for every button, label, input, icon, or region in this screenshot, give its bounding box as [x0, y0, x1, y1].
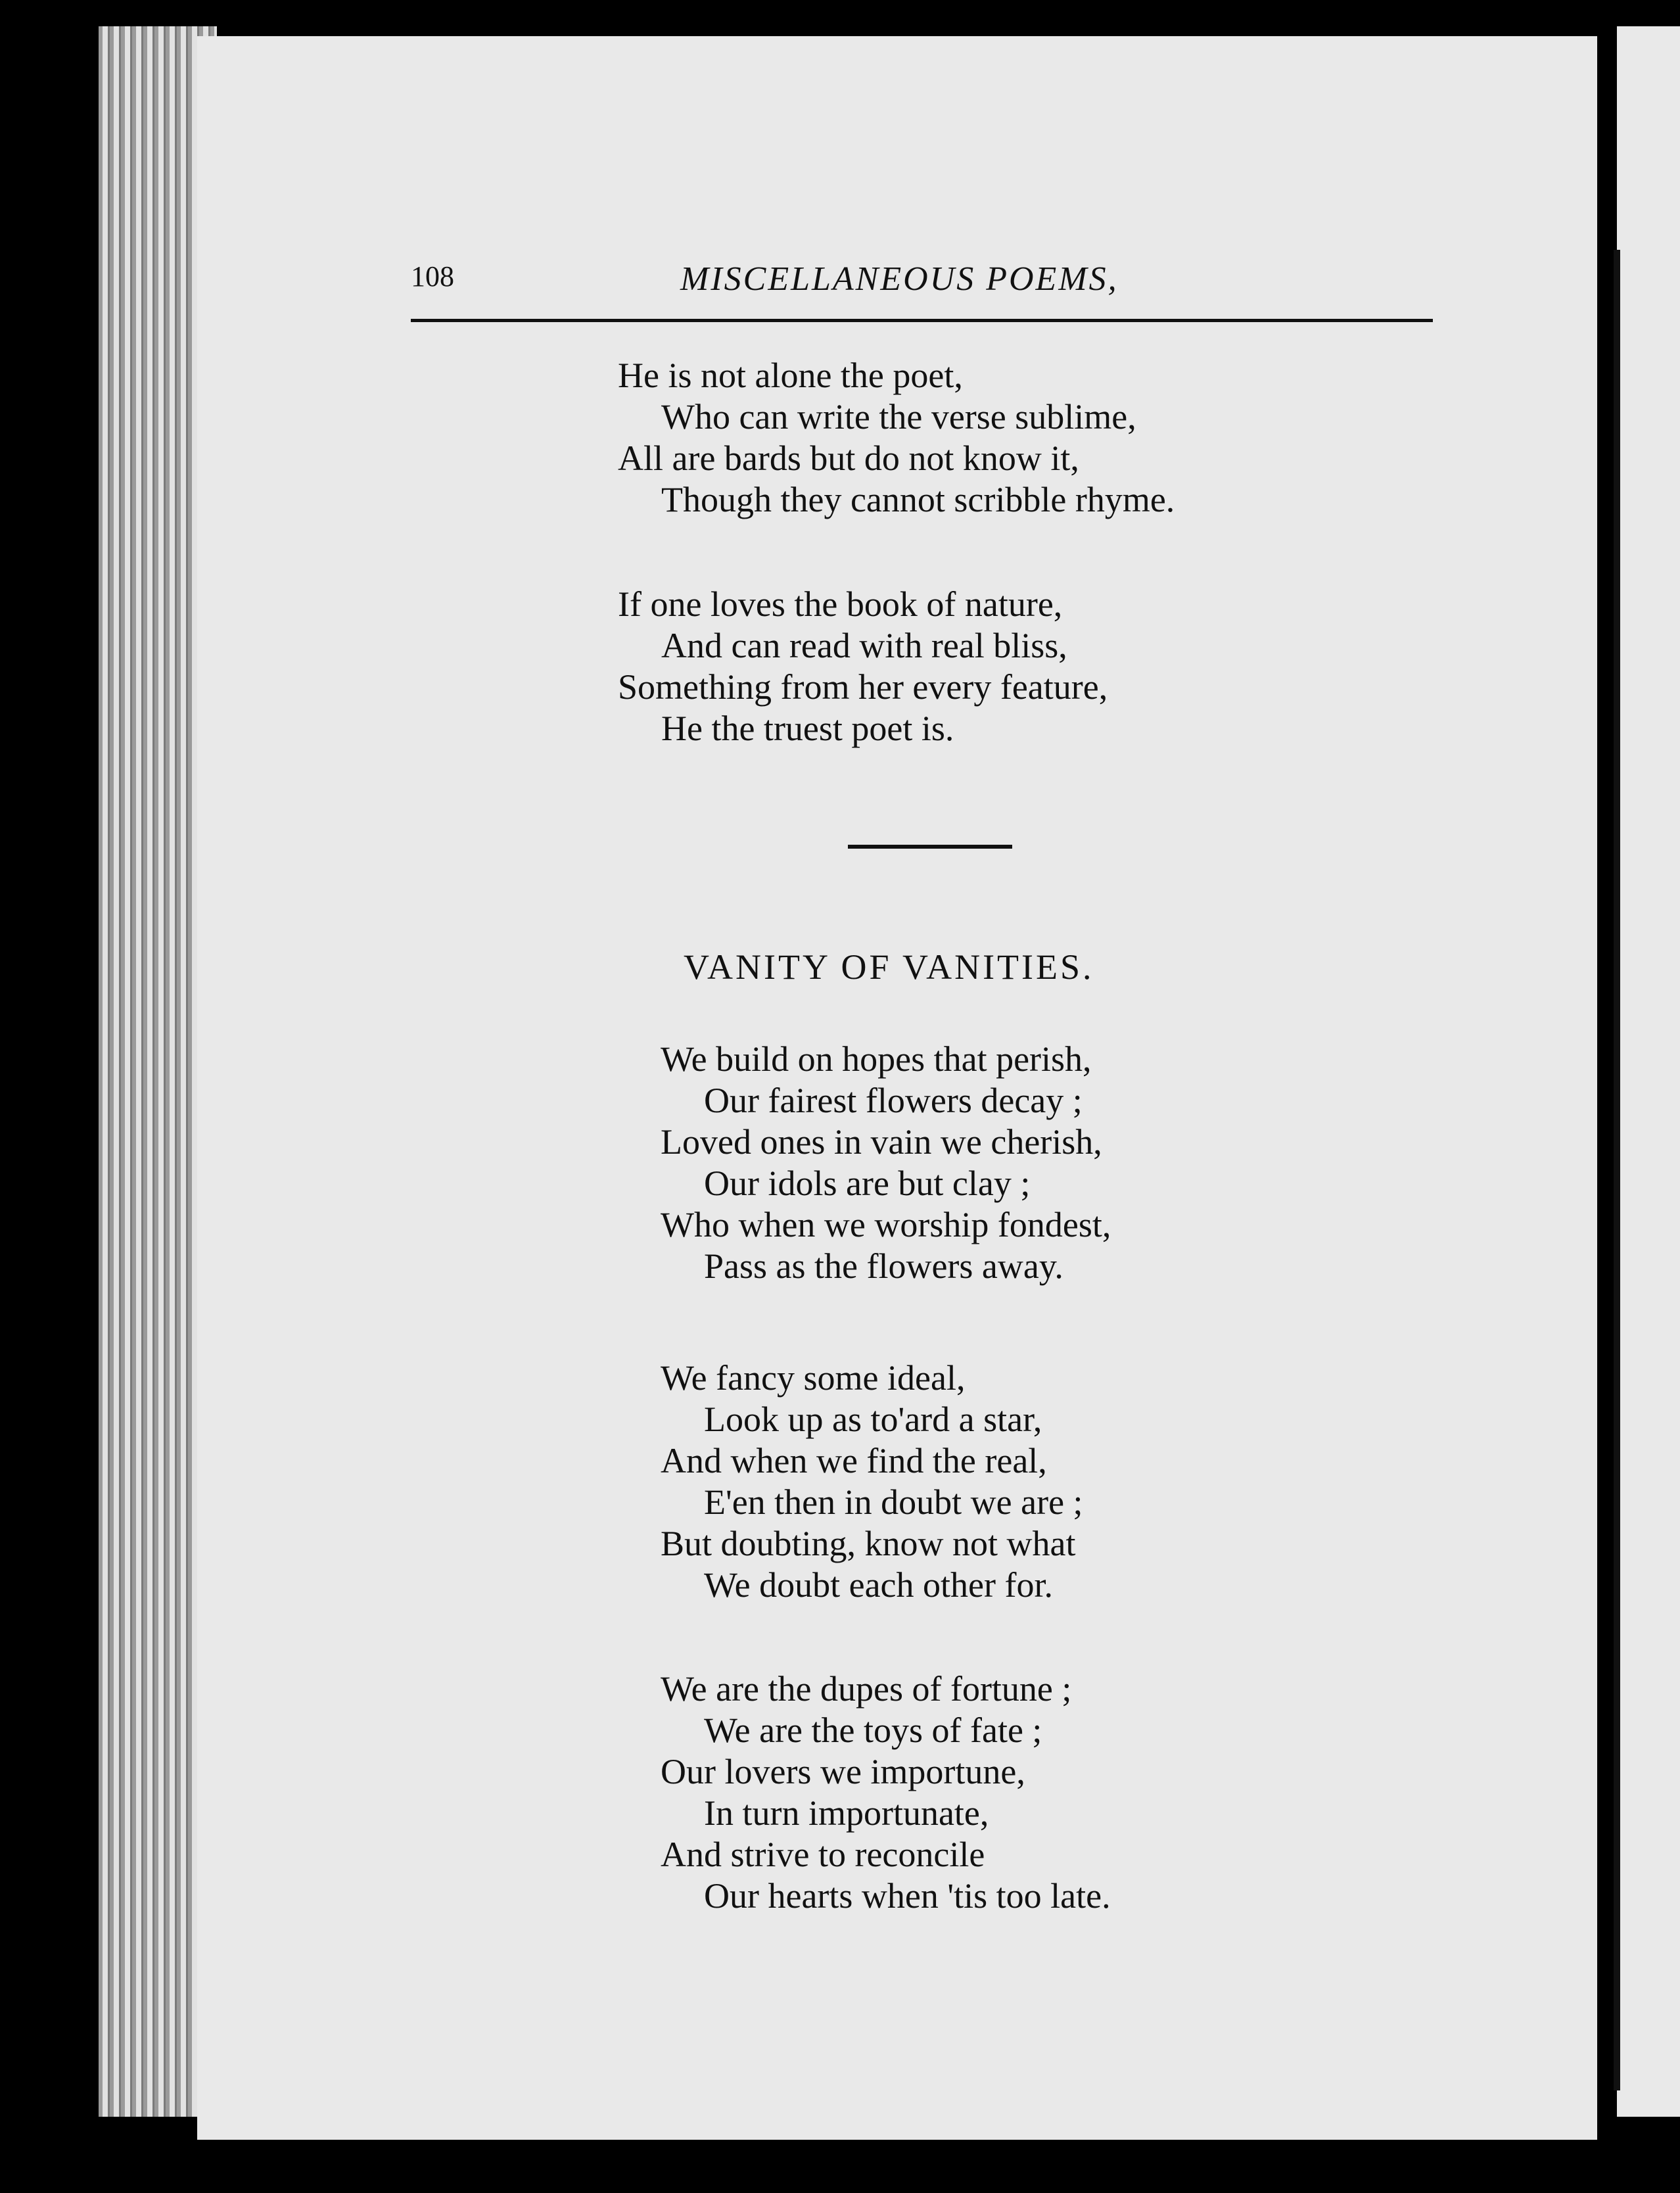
poem-line: Our idols are but clay ;: [704, 1164, 1031, 1203]
section-divider: [848, 845, 1012, 849]
poem-line: Our hearts when 'tis too late.: [704, 1876, 1111, 1916]
poem-line: And when we find the real,: [661, 1441, 1047, 1480]
poem-line: We fancy some ideal,: [661, 1358, 966, 1398]
poem-line: Who can write the verse sublime,: [661, 397, 1136, 436]
poem-line: He is not alone the poet,: [618, 356, 963, 395]
header-rule: [411, 319, 1433, 322]
facing-page-rule: [1614, 250, 1620, 2090]
stanza-4: [661, 1357, 1083, 1606]
poem-line: Who when we worship fondest,: [661, 1205, 1111, 1244]
stanza-2: [618, 584, 1108, 749]
page-header: [411, 260, 1433, 299]
poem-line: All are bards but do not know it,: [618, 438, 1079, 478]
poem-line: But doubting, know not what: [661, 1524, 1076, 1563]
poem-line: We are the dupes of fortune ;: [661, 1669, 1072, 1709]
stanza-5: [661, 1668, 1111, 1917]
poem-line: Look up as to'ard a star,: [704, 1400, 1042, 1439]
poem-line: Loved ones in vain we cherish,: [661, 1122, 1102, 1162]
stanza-1: [618, 355, 1175, 521]
facing-page-edge: [1617, 26, 1680, 2117]
poem-line: We are the toys of fate ;: [704, 1710, 1042, 1750]
poem-line: If one loves the book of nature,: [618, 584, 1063, 624]
poem-line: We doubt each other for.: [704, 1565, 1053, 1605]
poem-line: He the truest poet is.: [661, 709, 954, 748]
poem-line: We build on hopes that perish,: [661, 1039, 1092, 1079]
poem-line: Though they cannot scribble rhyme.: [661, 480, 1175, 519]
poem-line: And can read with real bliss,: [661, 626, 1067, 665]
poem-line: Our lovers we importune,: [661, 1752, 1025, 1791]
poem-line: Something from her every feature,: [618, 667, 1108, 707]
stanza-3: [661, 1039, 1111, 1287]
poem-line: In turn importunate,: [704, 1793, 989, 1833]
page-number: 108: [411, 260, 454, 293]
running-title: MISCELLANEOUS POEMS,: [680, 260, 1119, 298]
poem-line: E'en then in doubt we are ;: [704, 1482, 1083, 1522]
poem-line: And strive to reconcile: [661, 1835, 985, 1874]
poem-title: VANITY OF VANITIES.: [684, 947, 1094, 987]
poem-line: Pass as the flowers away.: [704, 1246, 1063, 1286]
poem-line: Our fairest flowers decay ;: [704, 1081, 1083, 1120]
